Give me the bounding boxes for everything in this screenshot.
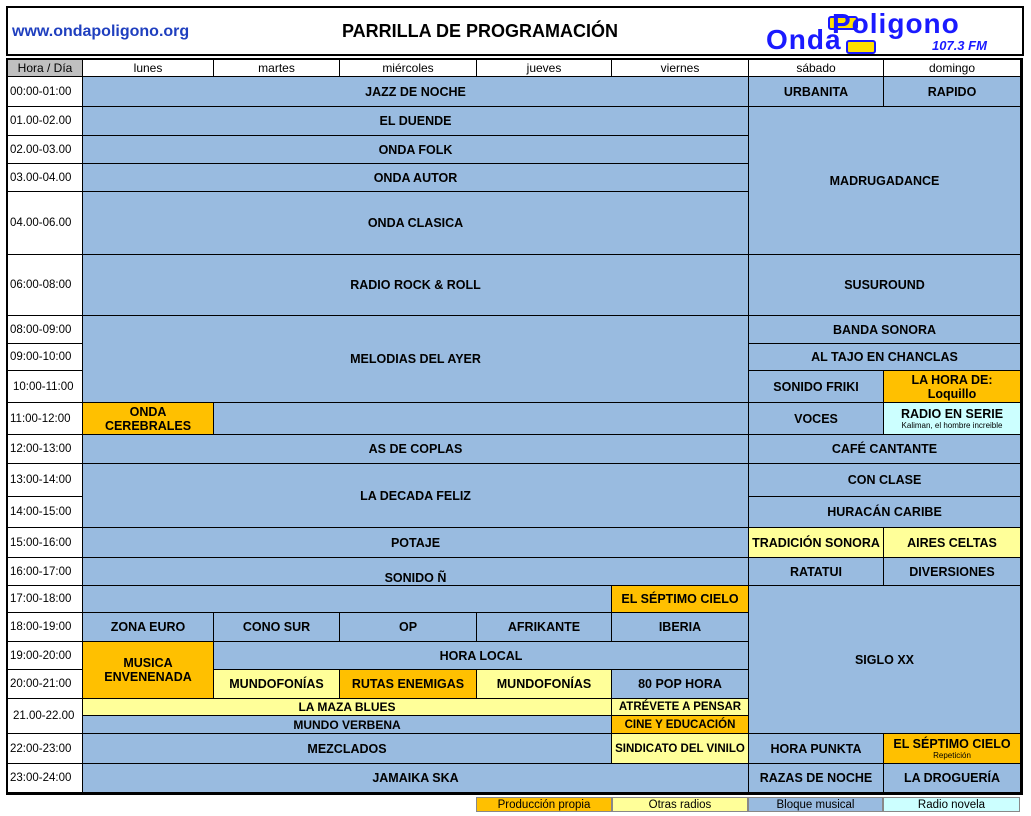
logo-shape	[846, 40, 876, 54]
program-block[interactable]: RAPIDO	[884, 77, 1021, 107]
program-title: LA HORA DE:	[911, 372, 993, 387]
time-slot: 23:00-24:00	[8, 764, 83, 793]
program-block[interactable]: AL TAJO EN CHANCLAS	[749, 344, 1021, 371]
program-block	[214, 403, 749, 435]
program-block[interactable]: CON CLASE	[749, 464, 1021, 497]
column-header-day: martes	[214, 60, 340, 77]
program-block[interactable]: HORA LOCAL	[214, 642, 749, 670]
program-block[interactable]: BANDA SONORA	[749, 316, 1021, 344]
program-block	[83, 586, 612, 613]
program-block[interactable]: IBERIA	[612, 613, 749, 642]
program-block[interactable]: MUNDOFONÍAS	[214, 670, 340, 699]
program-block[interactable]	[884, 734, 1021, 764]
legend-produccion-propia: Producción propia	[476, 797, 612, 812]
time-slot: 11:00-12:00	[8, 403, 83, 435]
logo-word-onda: Onda	[766, 24, 842, 55]
time-slot: 17:00-18:00	[8, 586, 83, 613]
time-slot: 00:00-01:00	[8, 77, 83, 107]
program-block[interactable]: SIGLO XX	[749, 586, 1021, 734]
time-slot: 12:00-13:00	[8, 435, 83, 464]
program-block[interactable]: AFRIKANTE	[477, 613, 612, 642]
time-slot: 09:00-10:00	[8, 344, 83, 371]
program-block[interactable]: LA DROGUERÍA	[884, 764, 1021, 793]
program-block[interactable]: MUNDO VERBENA	[83, 716, 612, 734]
program-block[interactable]: ONDA CEREBRALES	[83, 403, 214, 435]
program-block[interactable]: JAZZ DE NOCHE	[83, 77, 749, 107]
logo-frequency: 107.3 FM	[932, 38, 987, 53]
program-block[interactable]: HURACÁN CARIBE	[749, 497, 1021, 528]
program-block[interactable]: ONDA AUTOR	[83, 164, 749, 192]
program-block[interactable]: EL DUENDE	[83, 107, 749, 136]
legend-otras-radios: Otras radios	[612, 797, 748, 812]
column-header-day: viernes	[612, 60, 749, 77]
program-block[interactable]: MELODIAS DEL AYER	[83, 316, 749, 403]
program-block[interactable]: MEZCLADOS	[83, 734, 612, 764]
station-logo	[762, 10, 1002, 54]
time-slot: 18:00-19:00	[8, 613, 83, 642]
program-block[interactable]: RADIO ROCK & ROLL	[83, 255, 749, 316]
time-slot: 08:00-09:00	[8, 316, 83, 344]
program-subtitle: Loquillo	[927, 386, 977, 401]
time-slot: 19:00-20:00	[8, 642, 83, 670]
program-block[interactable]: SONIDO Ñ	[83, 558, 749, 586]
program-block[interactable]: CONO SUR	[214, 613, 340, 642]
column-header-day: domingo	[884, 60, 1021, 77]
time-slot: 16:00-17:00	[8, 558, 83, 586]
column-header-day: sábado	[749, 60, 884, 77]
time-slot: 06:00-08:00	[8, 255, 83, 316]
time-slot: 02.00-03.00	[8, 136, 83, 164]
time-slot: 22:00-23:00	[8, 734, 83, 764]
time-slot: 03.00-04.00	[8, 164, 83, 192]
program-block[interactable]: LA MAZA BLUES	[83, 699, 612, 716]
program-subtitle: Repetición	[933, 751, 971, 760]
legend-radio-novela: Radio novela	[883, 797, 1020, 812]
program-block[interactable]: TRADICIÓN SONORA	[749, 528, 884, 558]
program-block[interactable]: ATRÉVETE A PENSAR	[612, 699, 749, 716]
time-slot: 21.00-22.00	[8, 699, 83, 734]
program-block[interactable]: AIRES CELTAS	[884, 528, 1021, 558]
page-title: PARRILLA DE PROGRAMACIÓN	[342, 21, 618, 41]
program-block[interactable]: CINE Y EDUCACIÓN	[612, 716, 749, 734]
time-slot: 10:00-11:00	[8, 371, 83, 403]
site-url-link[interactable]: www.ondapoligono.org	[12, 23, 190, 40]
program-block[interactable]: OP	[340, 613, 477, 642]
column-header-day: lunes	[83, 60, 214, 77]
program-block[interactable]: JAMAIKA SKA	[83, 764, 749, 793]
program-block[interactable]: 80 POP HORA	[612, 670, 749, 699]
column-header-day: jueves	[477, 60, 612, 77]
program-block[interactable]	[884, 403, 1021, 435]
program-block[interactable]: EL SÉPTIMO CIELO	[612, 586, 749, 613]
program-title: RADIO EN SERIE	[900, 407, 1004, 421]
program-block[interactable]: HORA PUNKTA	[749, 734, 884, 764]
program-block[interactable]: AS DE COPLAS	[83, 435, 749, 464]
time-slot: 20:00-21:00	[8, 670, 83, 699]
program-block[interactable]: MUSICA ENVENENADA	[83, 642, 214, 699]
column-header-hour: Hora / Día	[8, 60, 83, 77]
program-block[interactable]: LA DECADA FELIZ	[83, 464, 749, 528]
program-block[interactable]: URBANITA	[749, 77, 884, 107]
program-block[interactable]: DIVERSIONES	[884, 558, 1021, 586]
program-block[interactable]	[884, 371, 1021, 403]
logo-word-poligono: Poligono	[832, 8, 960, 39]
program-title: EL SÉPTIMO CIELO	[893, 737, 1011, 751]
program-block[interactable]: VOCES	[749, 403, 884, 435]
program-block[interactable]: MADRUGADANCE	[749, 107, 1021, 255]
program-block[interactable]: SONIDO FRIKI	[749, 371, 884, 403]
time-slot: 13:00-14:00	[8, 464, 83, 497]
header-bar	[6, 6, 1024, 56]
program-block[interactable]: POTAJE	[83, 528, 749, 558]
time-slot: 01.00-02.00	[8, 107, 83, 136]
program-block[interactable]: SUSUROUND	[749, 255, 1021, 316]
time-slot: 04.00-06.00	[8, 192, 83, 255]
legend-bloque-musical: Bloque musical	[748, 797, 883, 812]
time-slot: 15:00-16:00	[8, 528, 83, 558]
program-block[interactable]: RUTAS ENEMIGAS	[340, 670, 477, 699]
program-block[interactable]: SINDICATO DEL VINILO	[612, 734, 749, 764]
time-slot: 14:00-15:00	[8, 497, 83, 528]
program-subtitle: Kaliman, el hombre increible	[901, 421, 1003, 430]
column-header-day: miércoles	[340, 60, 477, 77]
program-block[interactable]: MUNDOFONÍAS	[477, 670, 612, 699]
program-block[interactable]: RAZAS DE NOCHE	[749, 764, 884, 793]
program-block[interactable]: ONDA FOLK	[83, 136, 749, 164]
program-block[interactable]: ONDA CLASICA	[83, 192, 749, 255]
program-block[interactable]: CAFÉ CANTANTE	[749, 435, 1021, 464]
schedule-grid	[6, 58, 1023, 795]
program-block[interactable]: ZONA EURO	[83, 613, 214, 642]
program-block[interactable]: RATATUI	[749, 558, 884, 586]
